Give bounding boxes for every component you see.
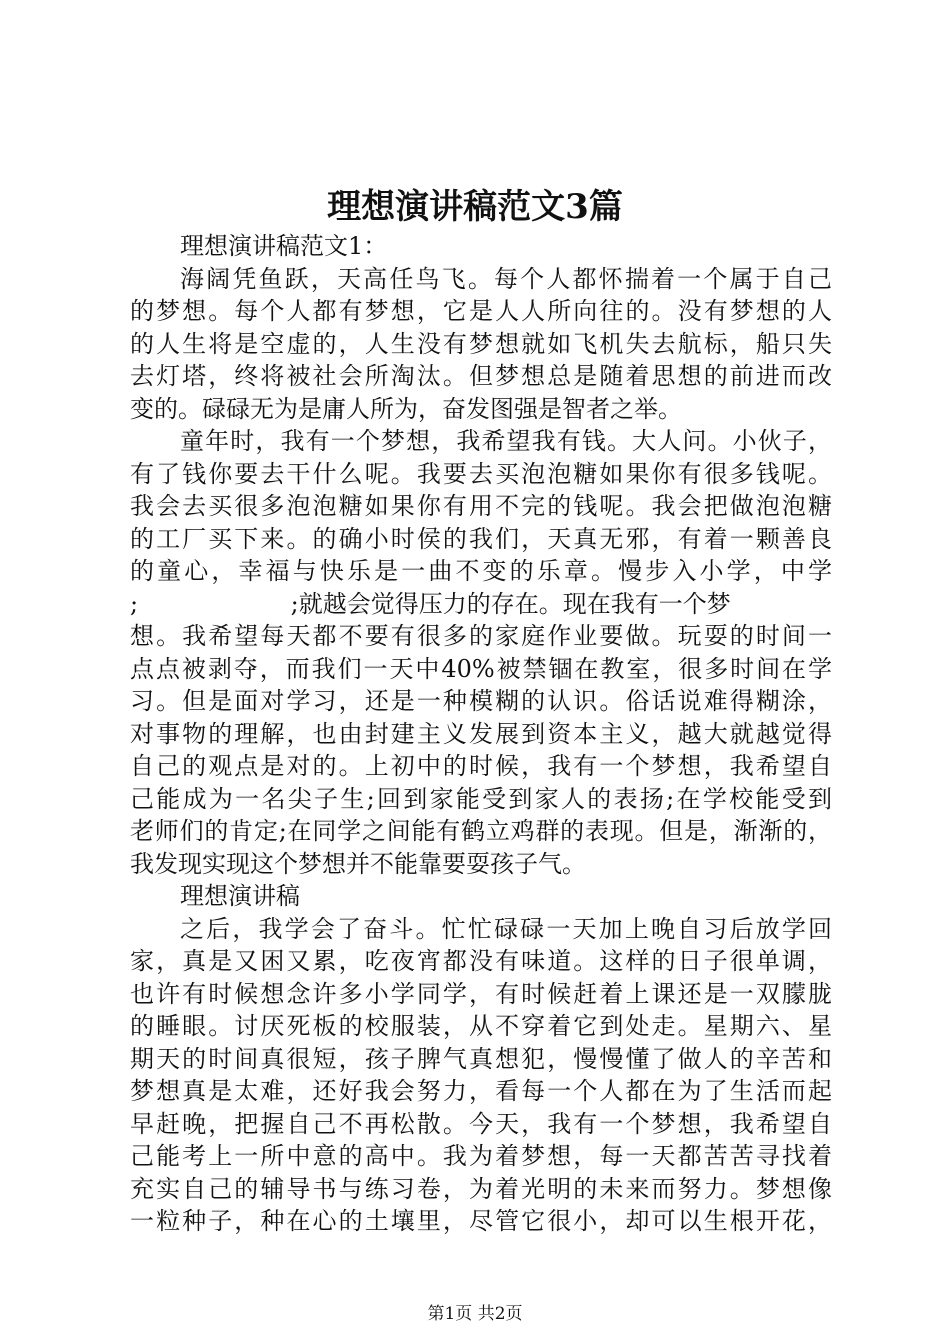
text-line: 之后，我学会了奋斗。忙忙碌碌一天加上晚自习后放学回 <box>180 914 832 943</box>
text-line: 的睡眼。讨厌死板的校服装，从不穿着它到处走。星期六、星 <box>130 1012 832 1040</box>
text-line: 我发现实现这个梦想并不能靠要耍孩子气。 <box>130 849 586 878</box>
text-line: 己能考上一所中意的高中。我为着梦想，每一天都苦苦寻找着 <box>130 1142 832 1170</box>
section-heading: 理想演讲稿范文1： <box>180 232 388 260</box>
text-line: 习。但是面对学习，还是一种模糊的认识。俗话说难得糊涂， <box>130 687 832 715</box>
text-line: 对事物的理解，也由封建主义发展到资本主义，越大就越觉得 <box>130 719 832 748</box>
text-line: 童年时，我有一个梦想，我希望我有钱。大人问。小伙子， <box>180 427 832 455</box>
text-line: 点点被剥夺，而我们一天中40%被禁锢在教室，很多时间在学 <box>130 654 832 683</box>
text-line: 老师们的肯定;在同学之间能有鹤立鸡群的表现。但是，渐渐的， <box>130 817 832 845</box>
text-line: ; ;就越会觉得压力的存在。现在我有一个梦 <box>130 589 731 618</box>
text-line: 的童心，幸福与快乐是一曲不变的乐章。慢步入小学，中学 <box>130 557 832 585</box>
section-heading: 理想演讲稿 <box>180 882 300 910</box>
text-line: 自己的观点是对的。上初中的时候，我有一个梦想，我希望自 <box>130 752 832 780</box>
text-line: 海阔凭鱼跃，天高任鸟飞。每个人都怀揣着一个属于自己 <box>180 264 832 293</box>
text-line: 期天的时间真很短，孩子脾气真想犯，慢慢懂了做人的辛苦和 <box>130 1044 832 1073</box>
text-line: 一粒种子，种在心的土壤里，尽管它很小，却可以生根开花， <box>130 1207 832 1235</box>
text-line: 想。我希望每天都不要有很多的家庭作业要做。玩耍的时间一 <box>130 622 832 650</box>
text-line: 己能成为一名尖子生;回到家能受到家人的表扬;在学校能受到 <box>130 784 832 813</box>
text-line: 的工厂买下来。的确小时侯的我们，天真无邪，有着一颗善良 <box>130 524 832 553</box>
document-body <box>130 230 832 1238</box>
text-line: 家，真是又困又累，吃夜宵都没有味道。这样的日子很单调， <box>130 947 832 975</box>
page-footer: 第1页 共2页 <box>427 1304 523 1324</box>
text-line: 有了钱你要去干什么呢。我要去买泡泡糖如果你有很多钱呢。 <box>130 459 832 488</box>
text-line: 早赶晚，把握自己不再松散。今天，我有一个梦想，我希望自 <box>130 1109 832 1138</box>
text-line: 的人生将是空虚的，人生没有梦想就如飞机失去航标，船只失 <box>130 329 832 358</box>
text-line: 充实自己的辅导书与练习卷，为着光明的未来而努力。梦想像 <box>130 1174 832 1203</box>
text-line: 去灯塔，终将被社会所淘汰。但梦想总是随着思想的前进而改 <box>130 362 832 390</box>
text-line: 梦想真是太难，还好我会努力，看每一个人都在为了生活而起 <box>130 1077 832 1105</box>
document-title: 理想演讲稿范文3篇 <box>327 187 623 227</box>
text-line: 的梦想。每个人都有梦想，它是人人所向往的。没有梦想的人 <box>130 297 832 325</box>
text-line: 我会去买很多泡泡糖如果你有用不完的钱呢。我会把做泡泡糖 <box>130 492 832 520</box>
text-line: 变的。碌碌无为是庸人所为，奋发图强是智者之举。 <box>130 394 682 423</box>
text-line: 也许有时候想念许多小学同学，有时候赶着上课还是一双朦胧 <box>130 979 832 1008</box>
